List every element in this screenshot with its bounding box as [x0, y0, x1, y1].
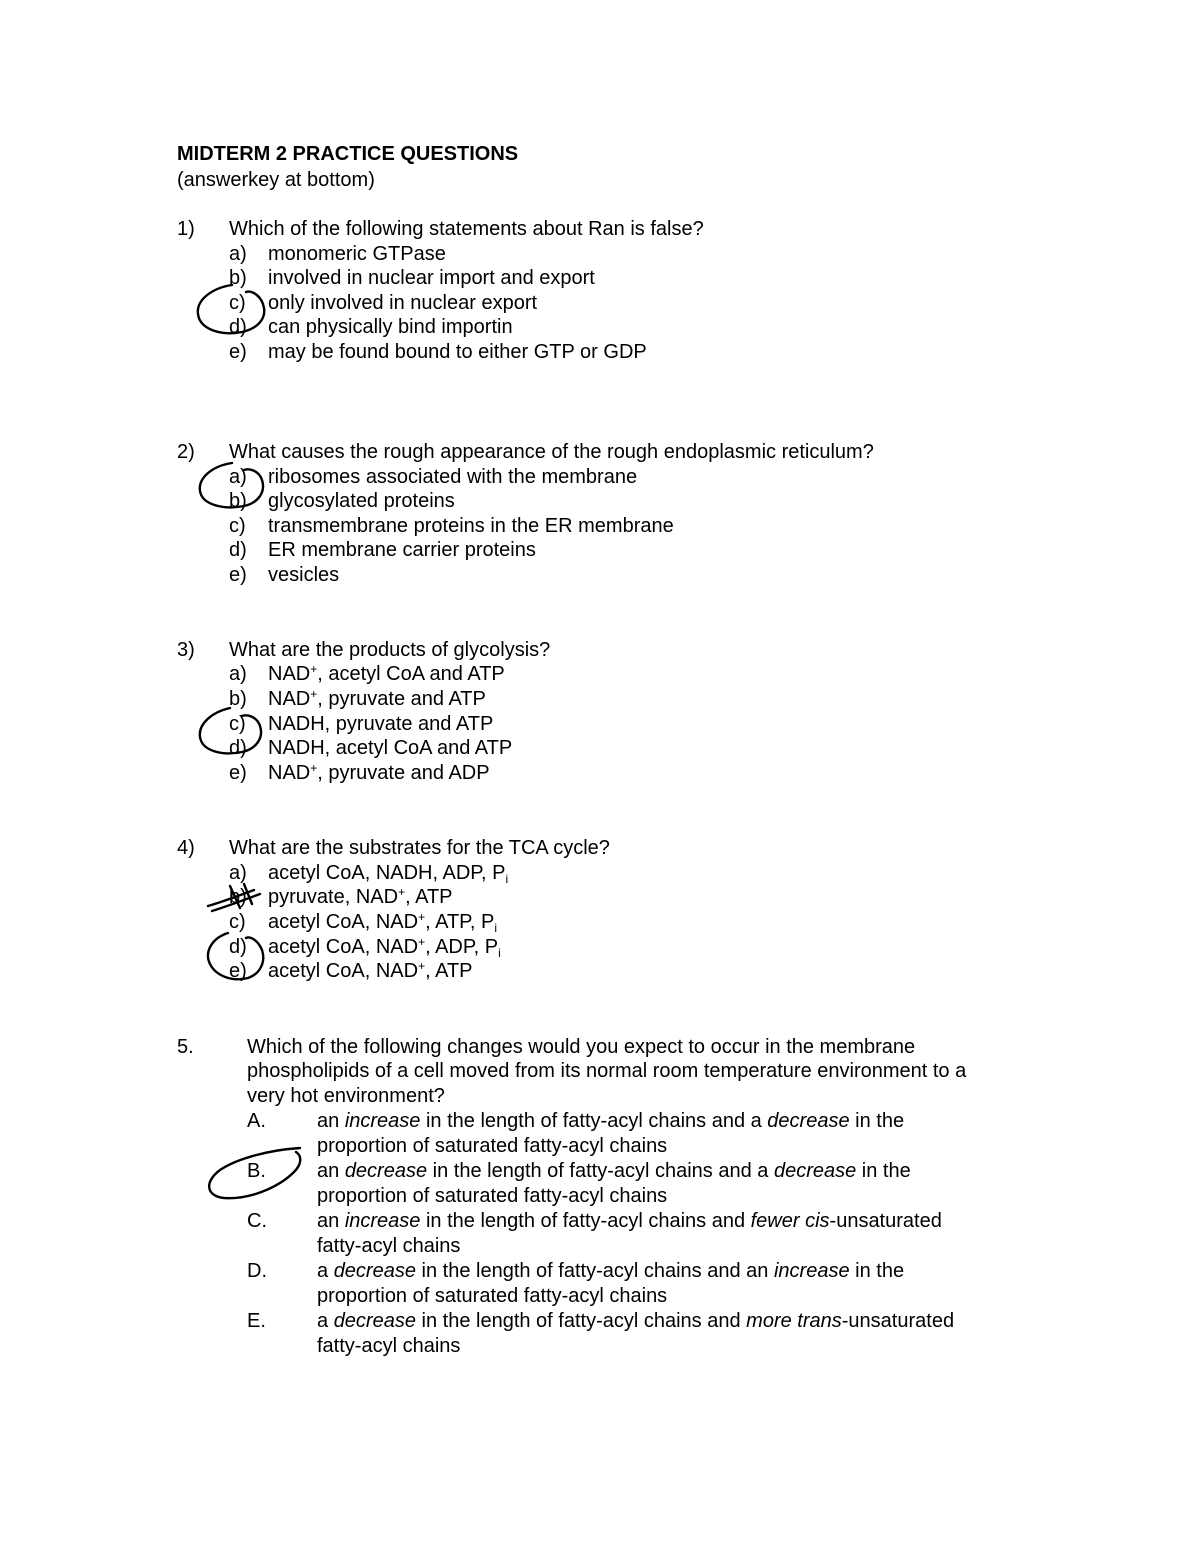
option-text: involved in nuclear import and export: [268, 267, 595, 289]
option-text: NADH, pyruvate and ATP: [268, 713, 494, 735]
question-text: What causes the rough appearance of the rough endoplasmic reticulum?: [229, 441, 874, 463]
option-letter: d): [229, 539, 247, 561]
option-text: ER membrane carrier proteins: [268, 539, 536, 561]
page-title: MIDTERM 2 PRACTICE QUESTIONS: [177, 143, 519, 165]
option-letter: a): [229, 466, 247, 488]
option-text: fatty-acyl chains: [317, 1235, 461, 1257]
question-number: 4): [177, 837, 195, 859]
option-letter: c): [229, 713, 246, 735]
option-letter: c): [229, 911, 246, 933]
option-letter: e): [229, 564, 247, 586]
option-letter: D.: [247, 1260, 267, 1282]
option-text: proportion of saturated fatty-acyl chains: [317, 1185, 668, 1207]
option-letter: d): [229, 737, 247, 759]
option-letter: a): [229, 243, 247, 265]
option-letter: b): [229, 490, 247, 512]
option-letter: a): [229, 862, 247, 884]
question-number: 5.: [177, 1036, 194, 1058]
question-text: Which of the following statements about Ran is false?: [229, 218, 704, 240]
option-text: a decrease in the length of fatty-acyl chains and an increase in the: [317, 1260, 905, 1282]
option-letter: B.: [247, 1160, 266, 1182]
option-text: glycosylated proteins: [268, 490, 455, 512]
question-number: 2): [177, 441, 195, 463]
option-text: an increase in the length of fatty-acyl chains and fewer cis-unsaturated: [317, 1210, 942, 1232]
option-letter: A.: [247, 1110, 266, 1132]
option-text: NAD+, pyruvate and ADP: [268, 761, 490, 784]
question-number: 1): [177, 218, 195, 240]
option-text: monomeric GTPase: [268, 243, 446, 265]
option-letter: C.: [247, 1210, 267, 1232]
option-letter: a): [229, 663, 247, 685]
option-letter: E.: [247, 1310, 266, 1332]
question-number: 3): [177, 639, 195, 661]
option-letter: c): [229, 292, 246, 314]
option-text: NADH, acetyl CoA and ATP: [268, 737, 513, 759]
option-letter: c): [229, 515, 246, 537]
option-text: ribosomes associated with the membrane: [268, 466, 638, 488]
option-text: acetyl CoA, NAD+, ATP: [268, 959, 473, 982]
option-text: acetyl CoA, NAD+, ATP, $P_i$: [268, 910, 498, 935]
option-text: vesicles: [268, 564, 340, 586]
option-letter: e): [229, 341, 247, 363]
option-text: NAD+, acetyl CoA and ATP: [268, 662, 505, 685]
option-text: fatty-acyl chains: [317, 1335, 461, 1357]
option-letter: e): [229, 762, 247, 784]
option-letter: d): [229, 316, 247, 338]
option-text: a decrease in the length of fatty-acyl chains and more trans-unsaturated: [317, 1310, 955, 1332]
option-text: pyruvate, NAD+, ATP: [268, 885, 453, 908]
question-text: phospholipids of a cell moved from its normal room temperature environment to a: [247, 1060, 967, 1082]
question-text: very hot environment?: [247, 1085, 445, 1107]
option-text: may be found bound to either GTP or GDP: [268, 341, 647, 363]
option-text: acetyl CoA, NAD+, ADP, $P_i$: [268, 935, 501, 960]
option-text: an increase in the length of fatty-acyl chains and a decrease in the: [317, 1110, 905, 1132]
option-text: transmembrane proteins in the ER membrane: [268, 515, 674, 537]
option-text: can physically bind importin: [268, 316, 513, 338]
option-text: proportion of saturated fatty-acyl chains: [317, 1285, 668, 1307]
option-letter: b): [229, 267, 247, 289]
page-subtitle: (answerkey at bottom): [177, 169, 375, 191]
option-text: NAD+, pyruvate and ATP: [268, 687, 486, 710]
option-letter: e): [229, 960, 247, 982]
option-text: an decrease in the length of fatty-acyl chains and a decrease in the: [317, 1160, 911, 1182]
option-letter: b): [229, 886, 247, 908]
option-letter: d): [229, 936, 247, 958]
option-letter: b): [229, 688, 247, 710]
option-text: only involved in nuclear export: [268, 292, 538, 314]
option-text: acetyl CoA, NADH, ADP, $P_i$: [268, 862, 509, 886]
option-text: proportion of saturated fatty-acyl chains: [317, 1135, 668, 1157]
question-text: Which of the following changes would you expect to occur in the membrane: [247, 1036, 916, 1058]
question-text: What are the substrates for the TCA cycle?: [229, 837, 610, 859]
question-text: What are the products of glycolysis?: [229, 639, 551, 661]
